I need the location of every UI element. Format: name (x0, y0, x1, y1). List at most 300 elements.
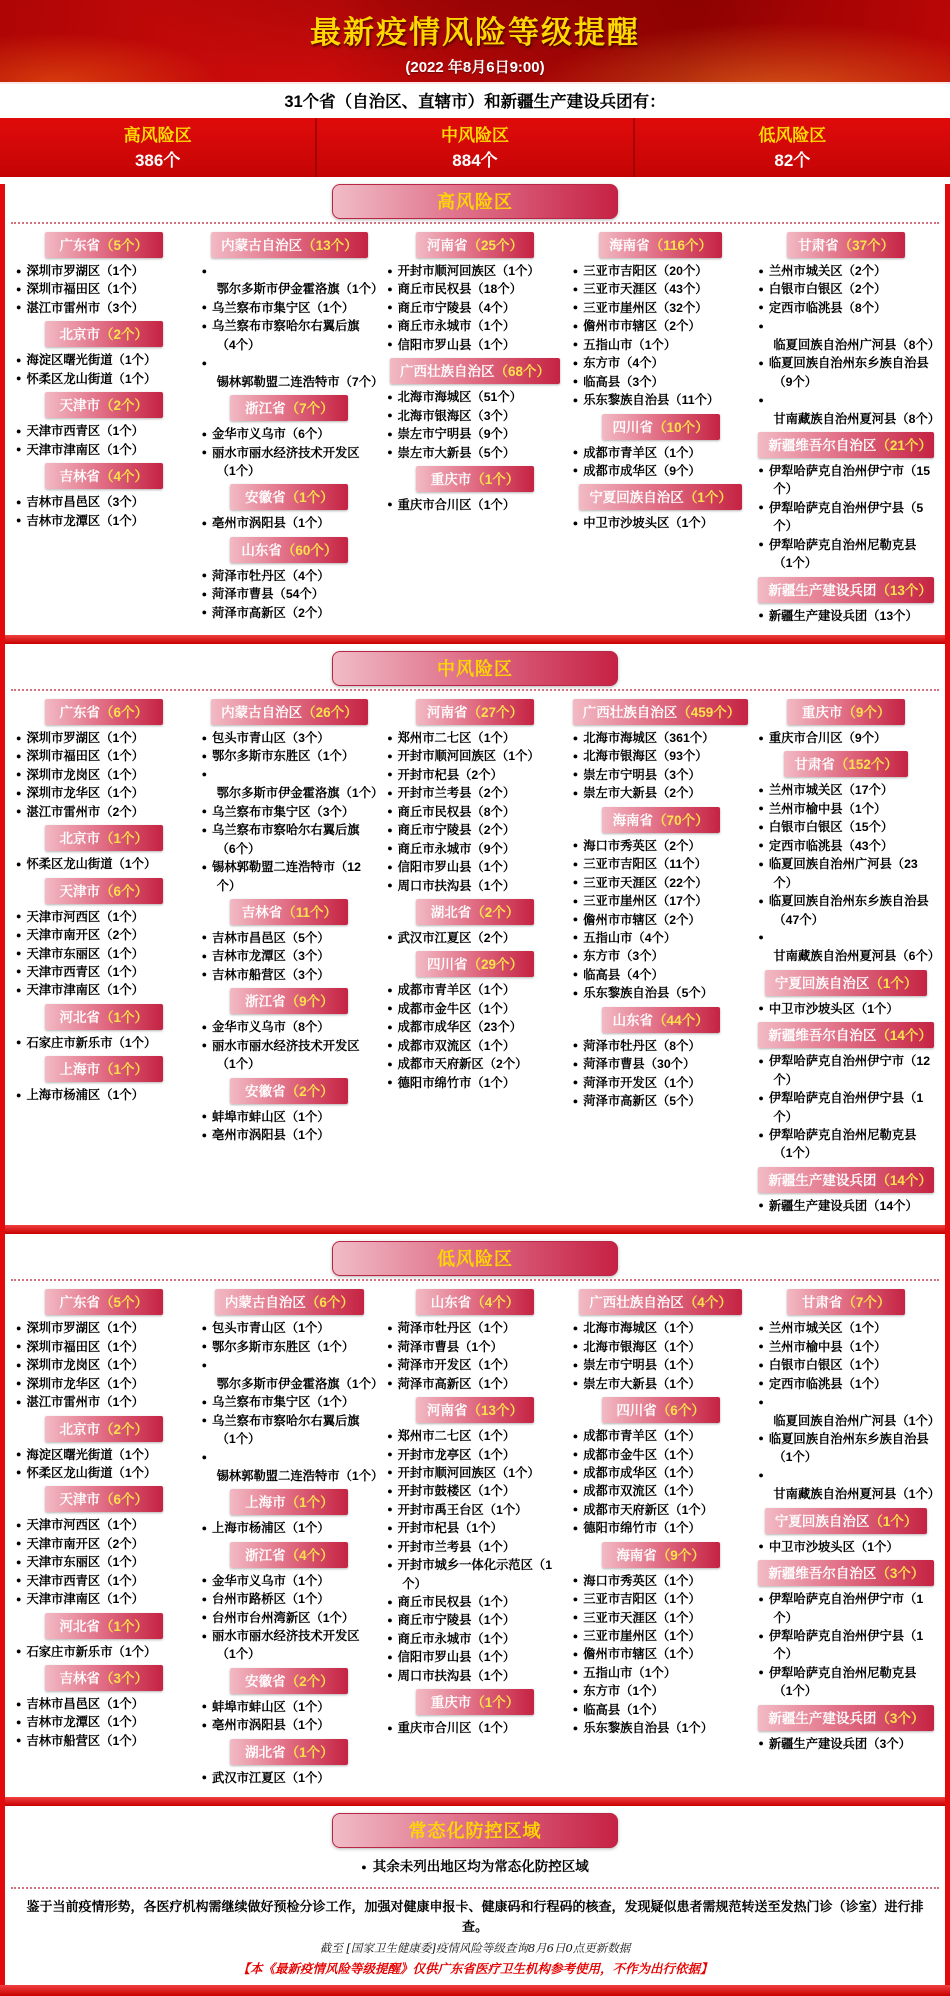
province-group (202, 232, 384, 391)
province-badge (390, 358, 560, 384)
region-item: ● 天津市西青区（1个） (16, 963, 192, 981)
province-name: 新疆生产建设兵团 (768, 1172, 877, 1188)
province-name: 四川省 (426, 957, 468, 973)
region-item: ● 菏泽市高新区（1个） (387, 1375, 563, 1393)
province-badge (211, 699, 368, 725)
region-item: ● 信阳市罗山县（1个） (387, 336, 563, 354)
region-item: ● 伊犁哈萨克自治州伊宁县（1个） (758, 1089, 934, 1126)
province-count: （9个） (656, 1547, 705, 1563)
province-count: （4个） (285, 1547, 334, 1563)
risk-stat-count: 82个 (774, 151, 811, 170)
province-badge (573, 699, 749, 725)
province-count: （6个） (305, 1295, 354, 1311)
region-list (16, 351, 192, 388)
section-title: 高风险区 (437, 192, 513, 212)
province-count: （14个） (876, 1028, 932, 1044)
province-badge (45, 463, 163, 489)
region-list (573, 514, 749, 532)
region-item: ● 成都市双流区（1个） (573, 1482, 749, 1500)
province-group (202, 484, 378, 532)
province-badge (230, 395, 348, 421)
province-group (16, 392, 192, 459)
risk-stat-count: 884个 (452, 151, 498, 170)
region-item: ● 天津市津南区（1个） (16, 1590, 192, 1608)
province-name: 新疆维吾尔自治区 (768, 1566, 877, 1582)
risk-stats-bar (0, 115, 950, 177)
dotted-divider (11, 222, 939, 224)
region-item: ● 乐东黎族自治县（11个） (573, 391, 749, 409)
region-item: ● 临夏回族自治州广河县（23个） (758, 855, 934, 892)
region-item: ● 成都市金牛区（1个） (387, 1000, 563, 1018)
province-group (202, 988, 378, 1073)
region-item: ● 北海市海城区（361个） (573, 729, 749, 747)
province-count: （2个） (100, 398, 149, 414)
province-count: （21个） (876, 437, 932, 453)
province-badge (416, 1289, 534, 1315)
region-item: ● 深圳市福田区（1个） (16, 1338, 192, 1356)
province-name: 重庆市 (430, 471, 472, 487)
region-item: ● 兰州市城关区（2个） (758, 262, 934, 280)
risk-section (5, 184, 945, 635)
region-list (16, 1516, 192, 1608)
province-group (387, 951, 563, 1092)
region-item: ● 三亚市吉阳区（1个） (573, 1590, 749, 1608)
dotted-divider (11, 689, 939, 691)
province-group (758, 432, 934, 573)
region-item: ● 石家庄市新乐市（1个） (16, 1034, 192, 1052)
region-item: ● 天津市南开区（2个） (16, 1535, 192, 1553)
province-badge (758, 1167, 934, 1193)
region-list (758, 1000, 934, 1018)
region-item: ● 深圳市龙华区（1个） (16, 784, 192, 802)
region-item: ● 菏泽市高新区（2个） (202, 604, 378, 622)
region-item: ● 吉林市昌邑区（1个） (16, 1695, 192, 1713)
region-list (387, 262, 563, 354)
region-item: ● 菏泽市牡丹区（4个） (202, 567, 378, 585)
dotted-divider (11, 1887, 939, 1889)
region-item: ● 菏泽市开发区（1个） (387, 1356, 563, 1374)
region-list (202, 1018, 378, 1073)
province-group (16, 825, 192, 873)
risk-column (382, 695, 568, 1094)
region-item: ● 商丘市宁陵县（2个） (387, 821, 563, 839)
region-list (202, 929, 378, 984)
province-count: （6个） (100, 705, 149, 720)
region-list (16, 855, 192, 873)
province-badge (416, 951, 534, 977)
disclaimer-note: 【本《最新疫情风险等级提醒》仅供广东省医疗卫生机构参考使用，不作为出行依据】 (237, 1961, 713, 1977)
region-item: ● 甘南藏族自治州夏河县（1个） (758, 1467, 934, 1504)
province-group (16, 1004, 192, 1052)
province-count: （1个） (285, 1744, 334, 1760)
province-badge (758, 1022, 934, 1048)
region-item: ● 新疆生产建设兵团（13个） (758, 607, 934, 625)
province-group (387, 699, 563, 895)
region-list (387, 496, 563, 514)
risk-stat-label: 低风险区 (758, 126, 827, 145)
region-item: ● 五指山市（1个） (573, 336, 749, 354)
region-list (202, 514, 378, 532)
region-item: ● 吉林市船营区（1个） (16, 1732, 192, 1750)
province-group (16, 1613, 192, 1661)
province-name: 吉林省 (241, 904, 283, 920)
province-group (573, 232, 749, 410)
province-name: 吉林省 (59, 469, 101, 485)
region-item: ● 新疆生产建设兵团（3个） (758, 1735, 934, 1753)
region-item: ● 临夏回族自治州广河县（8个） (758, 317, 934, 354)
province-group (16, 1486, 192, 1608)
province-count: （2个） (100, 327, 149, 343)
province-group (202, 537, 378, 622)
region-item: ● 开封市禹王台区（1个） (387, 1501, 563, 1519)
province-count: （1个） (683, 490, 732, 506)
region-item: ● 郑州市二七区（1个） (387, 729, 563, 747)
province-group (387, 466, 563, 514)
region-item: ● 白银市白银区（15个） (758, 818, 934, 836)
province-name: 天津市 (59, 1492, 101, 1508)
province-group (758, 1560, 934, 1701)
province-badge (416, 1689, 534, 1715)
province-badge (45, 878, 163, 904)
province-count: （13个） (876, 582, 932, 598)
province-name: 广东省 (59, 705, 101, 720)
province-group (758, 1289, 941, 1503)
province-name: 上海市 (59, 1062, 101, 1078)
province-count: （60个） (281, 542, 338, 558)
risk-column (11, 1285, 197, 1752)
region-list (202, 567, 378, 622)
province-group (758, 1705, 934, 1753)
region-item: ● 崇左市宁明县（9个） (387, 425, 563, 443)
region-item: ● 深圳市龙岗区（1个） (16, 1356, 192, 1374)
region-item: ● 锡林郭勒盟二连浩特市（7个） (202, 354, 378, 391)
region-item: ● 商丘市宁陵县（4个） (387, 299, 563, 317)
province-badge (45, 321, 163, 347)
region-item: ● 上海市杨浦区（1个） (16, 1086, 192, 1104)
region-item: ● 开封市城乡一体化示范区（1个） (387, 1556, 563, 1593)
region-item: ● 定西市临洮县（1个） (758, 1375, 934, 1393)
section-banner (332, 184, 618, 219)
province-count: （2个） (285, 1083, 334, 1099)
risk-column (568, 695, 754, 1112)
province-name: 北京市 (59, 1421, 101, 1437)
region-list (387, 981, 563, 1092)
region-item: ● 乌兰察布市集宁区（3个） (202, 803, 378, 821)
region-item: ● 菏泽市牡丹区（8个） (573, 1037, 749, 1055)
province-name: 安徽省 (245, 1083, 286, 1099)
province-count: （6个） (100, 1492, 149, 1508)
province-count: （14个） (876, 1172, 932, 1188)
region-list (758, 1590, 934, 1701)
region-item: ● 海淀区曙光街道（1个） (16, 1446, 192, 1464)
province-count: （5个） (100, 1295, 149, 1311)
province-count: （459个） (677, 705, 741, 720)
region-item: ● 儋州市市辖区（2个） (573, 317, 749, 335)
province-badge (211, 232, 368, 258)
region-list (387, 388, 563, 462)
province-badge (787, 1289, 905, 1315)
region-item: ● 崇左市宁明县（3个） (573, 766, 749, 784)
region-item: ● 崇左市大新县（2个） (573, 784, 749, 802)
region-item: ● 吉林市龙潭区（3个） (202, 947, 378, 965)
province-group (202, 395, 378, 480)
province-group (573, 1542, 749, 1738)
province-name: 湖北省 (245, 1744, 286, 1760)
region-list (202, 425, 378, 480)
province-badge (45, 1004, 163, 1030)
region-item: ● 怀柔区龙山街道（1个） (16, 855, 192, 873)
risk-column (753, 1285, 939, 1755)
region-item: ● 天津市东丽区（1个） (16, 945, 192, 963)
region-list (202, 1698, 378, 1735)
province-name: 广东省 (59, 238, 101, 253)
province-group (387, 1289, 563, 1393)
province-badge (416, 899, 534, 925)
province-badge (45, 699, 163, 725)
region-list (758, 729, 934, 747)
province-name: 河北省 (59, 1618, 101, 1634)
province-group (202, 1739, 378, 1787)
province-badge (45, 1289, 163, 1315)
province-group (573, 1289, 749, 1393)
region-item: ● 商丘市宁陵县（1个） (387, 1611, 563, 1629)
province-count: （13个） (467, 1403, 523, 1419)
province-group (16, 1056, 192, 1104)
region-item: ● 兰州市榆中县（1个） (758, 800, 934, 818)
region-item: ● 东方市（3个） (573, 947, 749, 965)
region-list (16, 1319, 192, 1411)
region-item: ● 商丘市民权县（18个） (387, 280, 563, 298)
province-count: （68个） (494, 364, 550, 380)
region-item: ● 三亚市崖州区（1个） (573, 1627, 749, 1645)
region-list (573, 729, 749, 803)
region-item: ● 亳州市涡阳县（1个） (202, 514, 378, 532)
region-item: ● 天津市津南区（1个） (16, 981, 192, 999)
region-item: ● 开封市兰考县（1个） (387, 1538, 563, 1556)
region-list (573, 1319, 749, 1393)
region-item: ● 兰州市榆中县（1个） (758, 1338, 934, 1356)
province-name: 北京市 (59, 327, 101, 343)
region-item: ● 北海市银海区（93个） (573, 747, 749, 765)
region-item: ● 海口市秀英区（1个） (573, 1572, 749, 1590)
province-count: （2个） (471, 904, 520, 920)
region-list (387, 1427, 563, 1685)
section-columns (5, 226, 945, 635)
region-item: ● 海淀区曙光街道（1个） (16, 351, 192, 369)
province-group (16, 1289, 192, 1411)
region-item: ● 甘南藏族自治州夏河县（8个） (758, 391, 934, 428)
province-badge (230, 537, 348, 563)
region-item: ● 定西市临洮县（43个） (758, 837, 934, 855)
region-item: ● 鄂尔多斯市伊金霍洛旗（1个） (202, 766, 378, 803)
province-name: 北京市 (59, 831, 101, 847)
region-item: ● 临夏回族自治州广河县（1个） (758, 1393, 934, 1430)
region-item: ● 成都市青羊区（1个） (573, 1427, 749, 1445)
region-item: ● 天津市东丽区（1个） (16, 1553, 192, 1571)
province-count: （11个） (282, 904, 338, 920)
province-badge (230, 484, 348, 510)
region-item: ● 怀柔区龙山街道（1个） (16, 370, 192, 388)
region-list (573, 444, 749, 481)
region-item: ● 伊犁哈萨克自治州伊宁市（12个） (758, 1052, 934, 1089)
province-group (387, 899, 563, 947)
province-badge (45, 232, 163, 258)
region-item: ● 伊犁哈萨克自治州伊宁县（1个） (758, 1627, 934, 1664)
region-list (202, 1769, 378, 1787)
province-count: （1个） (100, 831, 149, 847)
region-item: ● 湛江市雷州市（2个） (16, 803, 192, 821)
province-count: （1个） (100, 1618, 149, 1634)
region-item: ● 武汉市江夏区（1个） (202, 1769, 378, 1787)
province-count: （3个） (876, 1566, 925, 1582)
province-name: 宁夏回族自治区 (589, 490, 684, 506)
region-item: ● 深圳市罗湖区（1个） (16, 729, 192, 747)
province-name: 安徽省 (245, 1673, 286, 1689)
province-name: 浙江省 (245, 994, 286, 1010)
region-list (387, 1319, 563, 1393)
province-group (758, 577, 934, 625)
region-list (758, 262, 941, 428)
region-item: ● 菏泽市曹县（30个） (573, 1055, 749, 1073)
risk-section (5, 651, 945, 1225)
province-group (202, 1489, 378, 1537)
province-badge (765, 1508, 928, 1534)
region-item: ● 三亚市天涯区（22个） (573, 874, 749, 892)
province-count: （1个） (471, 1695, 520, 1711)
region-list (758, 462, 934, 573)
section-divider-bar (5, 1797, 945, 1806)
province-name: 内蒙古自治区 (221, 238, 303, 253)
province-group (202, 1078, 378, 1145)
region-item: ● 信阳市罗山县（1个） (387, 858, 563, 876)
province-group (573, 1397, 749, 1538)
region-item: ● 开封市杞县（1个） (387, 1519, 563, 1537)
region-item: ● 吉林市龙潭区（1个） (16, 1713, 192, 1731)
region-item: ● 开封市顺河回族区（1个） (387, 262, 563, 280)
section-banner (332, 651, 618, 686)
province-badge (579, 1289, 742, 1315)
province-group (573, 484, 749, 532)
region-item: ● 北海市银海区（1个） (573, 1338, 749, 1356)
region-item: ● 乌兰察布市集宁区（1个） (202, 299, 378, 317)
region-item: ● 开封市杞县（2个） (387, 766, 563, 784)
region-item: ● 商丘市民权县（8个） (387, 803, 563, 821)
province-badge (416, 466, 534, 492)
province-count: （27个） (467, 705, 523, 720)
province-badge (45, 1416, 163, 1442)
region-item: ● 亳州市涡阳县（1个） (202, 1126, 378, 1144)
province-group (202, 1668, 378, 1735)
region-item: ● 成都市成华区（9个） (573, 462, 749, 480)
region-item: ● 成都市成华区（1个） (573, 1464, 749, 1482)
province-badge (416, 1397, 534, 1423)
province-name: 河北省 (59, 1009, 101, 1025)
province-count: （26个） (302, 705, 358, 720)
province-name: 海南省 (609, 238, 650, 253)
risk-column (197, 695, 383, 1146)
province-count: （13个） (302, 238, 358, 253)
province-count: （5个） (100, 238, 149, 253)
region-list (573, 262, 749, 410)
province-name: 新疆维吾尔自治区 (768, 437, 877, 453)
province-count: （2个） (100, 1421, 149, 1437)
province-group (758, 699, 934, 747)
province-count: （1个） (100, 1009, 149, 1025)
region-item: ● 周口市扶沟县（1个） (387, 1667, 563, 1685)
region-item: ● 石家庄市新乐市（1个） (16, 1643, 192, 1661)
province-count: （3个） (100, 1671, 149, 1686)
region-list (758, 781, 941, 965)
risk-column (753, 228, 939, 627)
region-item: ● 包头市青山区（1个） (202, 1319, 378, 1337)
province-name: 安徽省 (245, 490, 286, 506)
province-badge (602, 1007, 720, 1033)
region-item: ● 深圳市罗湖区（1个） (16, 1319, 192, 1337)
region-item: ● 乌兰察布市察哈尔右翼后旗（1个） (202, 1412, 378, 1449)
region-list (202, 1519, 378, 1537)
data-source-note: 截至 [国家卫生健康委]疫情风险等级查询8月6日0点更新数据 (319, 1941, 631, 1956)
province-badge (758, 1705, 934, 1731)
region-item: ● 成都市青羊区（1个） (573, 444, 749, 462)
region-item: ● 上海市杨浦区（1个） (202, 1519, 378, 1537)
medical-guidance-note: 鉴于当前疫情形势，各医疗机构需继续做好预检分诊工作，加强对健康申报卡、健康码和行程码的核查，发现疑似患者需规范转送至发热门诊（诊室）进行排查。 (26, 1899, 924, 1934)
region-list (387, 729, 563, 895)
province-name: 山东省 (430, 1295, 472, 1311)
region-item: ● 海口市秀英区（2个） (573, 837, 749, 855)
province-name: 甘肃省 (794, 757, 835, 773)
province-badge (230, 899, 348, 925)
region-item: ● 儋州市市辖区（1个） (573, 1645, 749, 1663)
region-list (573, 1572, 749, 1738)
region-item: ● 定西市临洮县（8个） (758, 299, 934, 317)
province-badge (579, 484, 742, 510)
province-group (758, 751, 941, 965)
province-count: （7个） (285, 401, 334, 417)
province-count: （1个） (100, 1062, 149, 1078)
province-name: 新疆生产建设兵团 (768, 582, 877, 598)
province-group (758, 232, 941, 428)
region-item: ● 天津市西青区（1个） (16, 1572, 192, 1590)
province-name: 浙江省 (245, 1547, 286, 1563)
region-item: ● 三亚市天涯区（43个） (573, 280, 749, 298)
risk-column (197, 1285, 383, 1789)
province-count: （4个） (683, 1295, 732, 1311)
subtitle-text: 31个省（自治区、直辖市）和新疆生产建设兵团有： (284, 93, 666, 111)
subtitle-strip (0, 82, 950, 115)
section-divider-bar (5, 635, 945, 644)
province-name: 海南省 (612, 812, 654, 828)
province-count: （6个） (656, 1403, 705, 1419)
province-badge (45, 1665, 163, 1691)
region-item: ● 重庆市合川区（1个） (387, 496, 563, 514)
region-item: ● 天津市河西区（1个） (16, 908, 192, 926)
province-name: 天津市 (59, 883, 101, 899)
region-item: ● 商丘市永城市（1个） (387, 1630, 563, 1648)
region-item: ● 五指山市（1个） (573, 1664, 749, 1682)
region-item: ● 金华市义乌市（1个） (202, 1572, 378, 1590)
region-item: ● 甘南藏族自治州夏河县（6个） (758, 929, 934, 966)
region-list (16, 729, 192, 821)
region-list (387, 1719, 563, 1737)
risk-stat-label: 高风险区 (123, 126, 192, 145)
region-item: ● 天津市河西区（1个） (16, 1516, 192, 1534)
region-item: ● 三亚市崖州区（32个） (573, 299, 749, 317)
province-name: 上海市 (245, 1495, 286, 1511)
footer-notes (5, 1891, 945, 1985)
province-badge (765, 970, 928, 996)
region-item: ● 台州市路桥区（1个） (202, 1590, 378, 1608)
province-count: （10个） (653, 419, 709, 435)
